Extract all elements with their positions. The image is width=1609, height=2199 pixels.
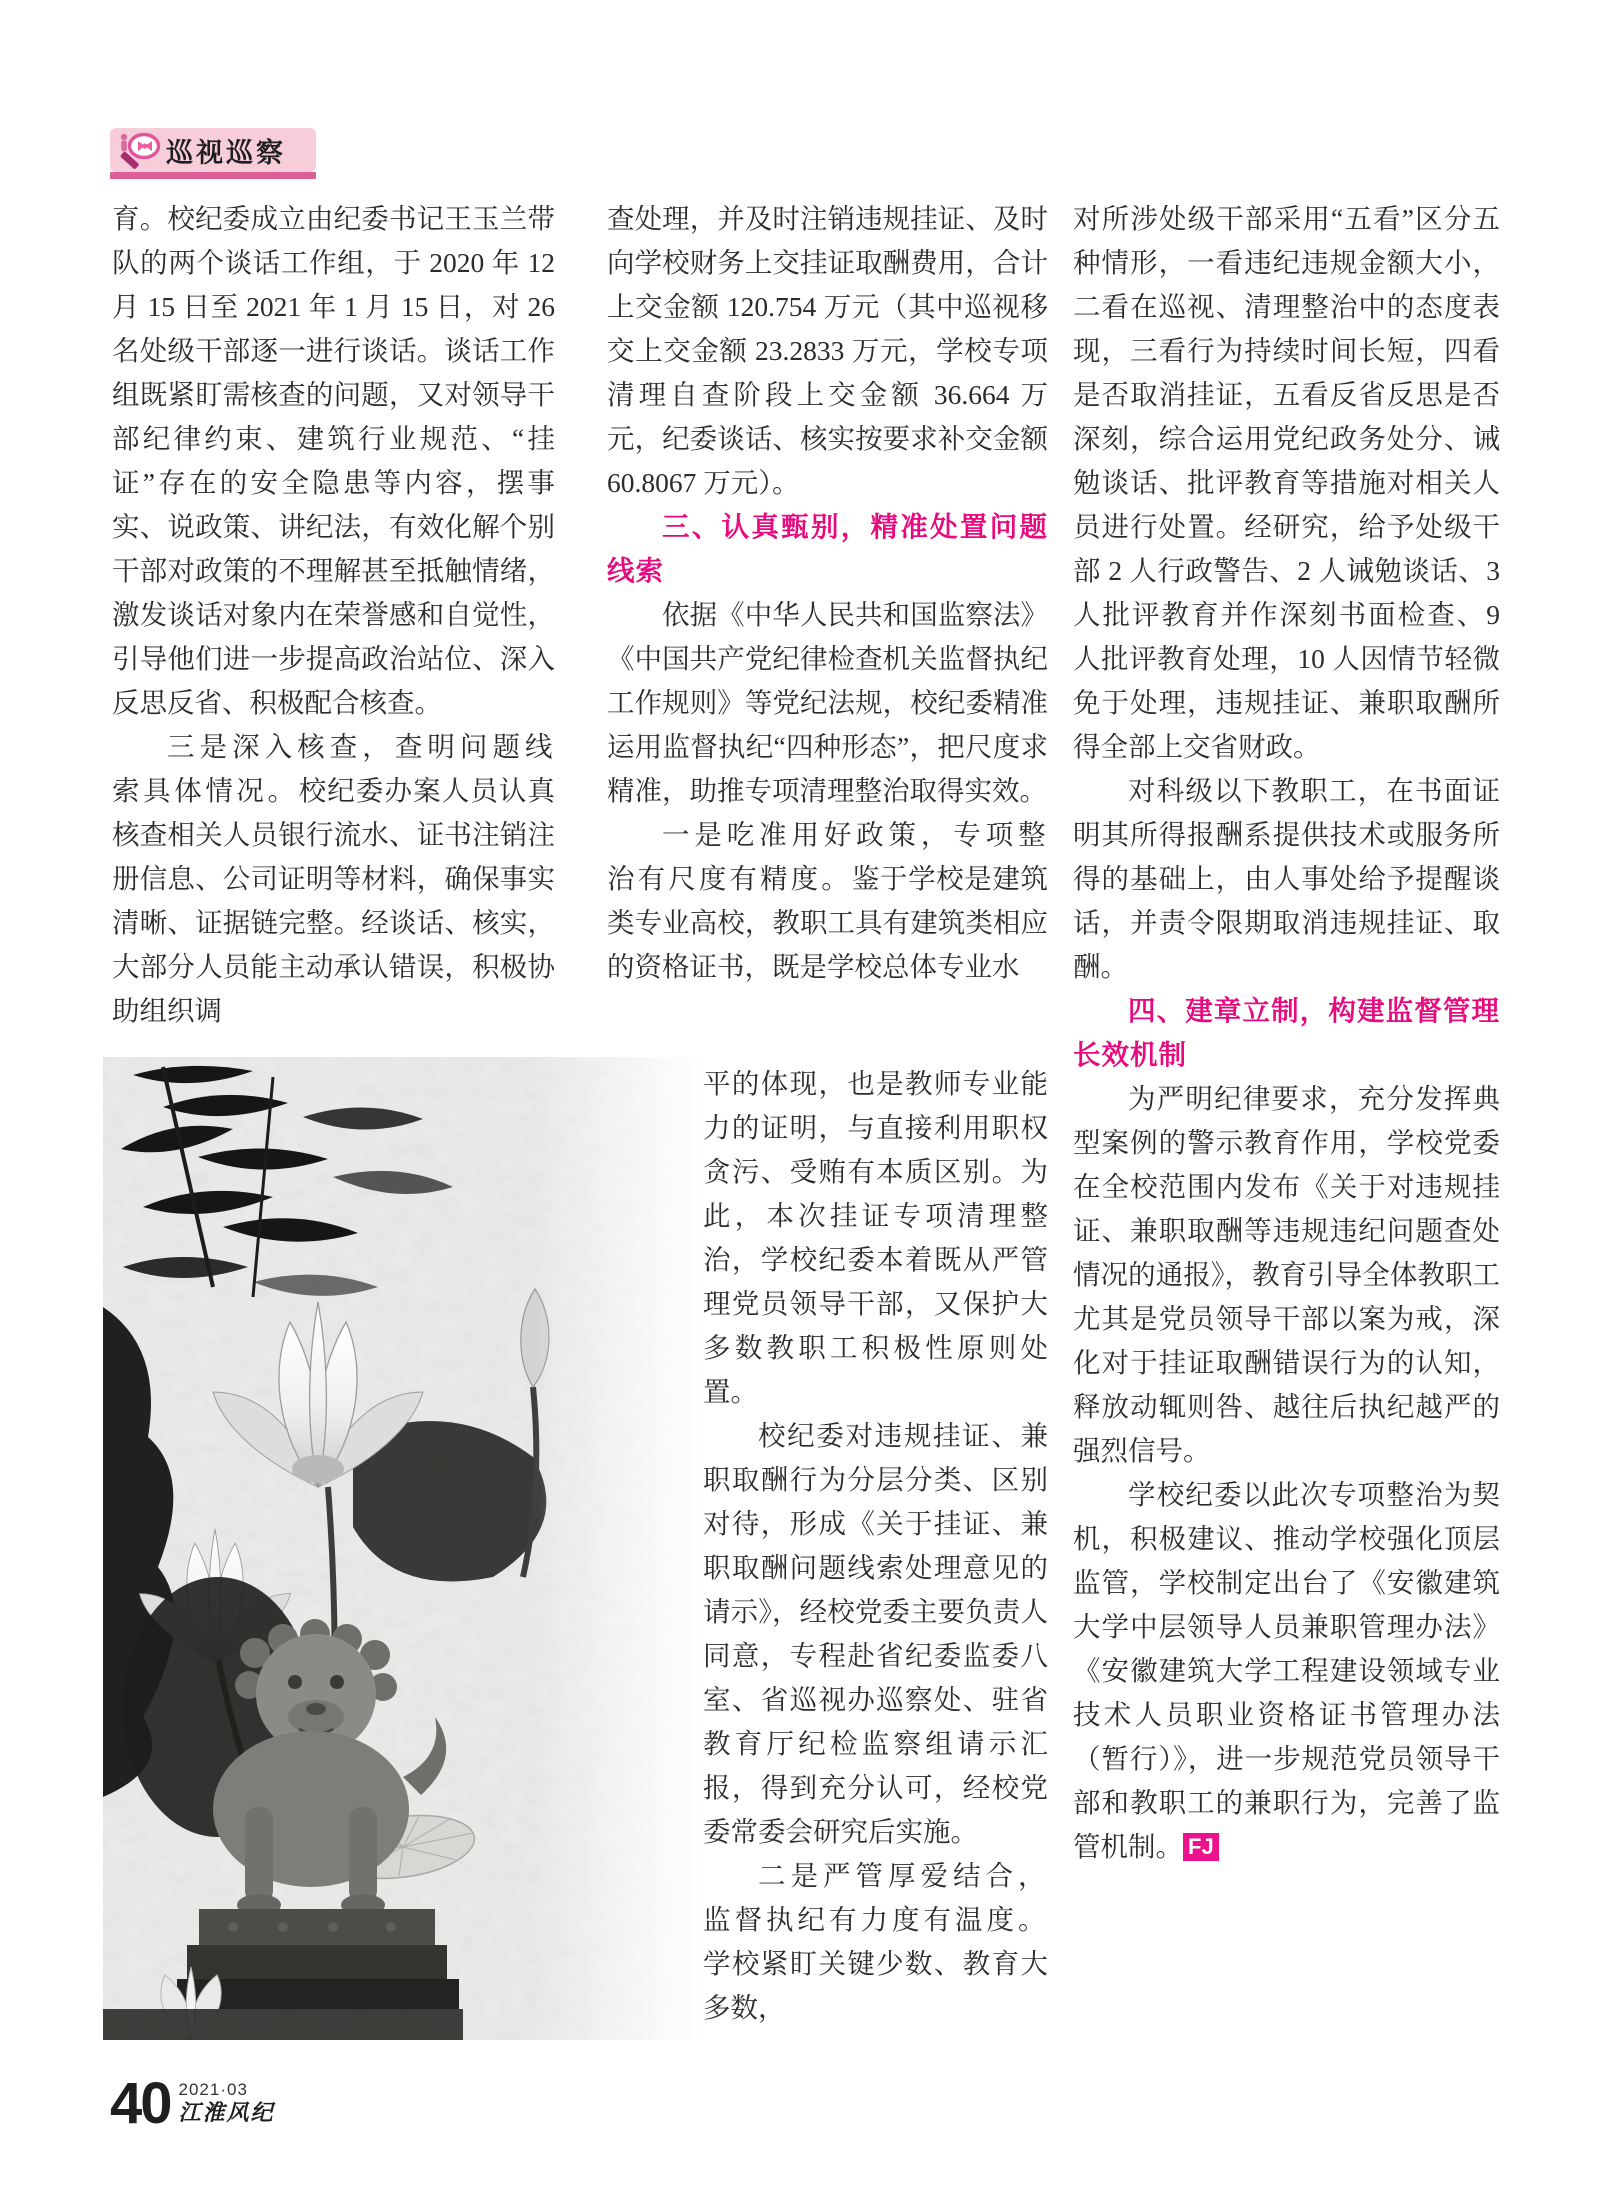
section-badge bbox=[110, 128, 316, 179]
paragraph bbox=[1073, 1473, 1500, 1869]
paragraph-text: 校纪委办案人员认真核查相关人员银行流水、证书注销注册信息、公司证明等材料，确保事实清晰、证据链完整。经谈话、核实，大部分人员能主动承认错误，积极协助组织调 bbox=[112, 775, 556, 1026]
section-badge-label: 巡视巡察 bbox=[166, 137, 286, 168]
paragraph: 校纪委对违规挂证、兼职取酬行为分层分类、区别对待，形成《关于挂证、兼职取酬问题线索处理意见的请示》，经校党委主要负责人同意，专程赴省纪委监委八室、省巡视办巡察处、驻省教育厅纪检监察组请示汇报，得到充分认可，经校党委常委会研究后实施。 bbox=[703, 1420, 1048, 1847]
column-1 bbox=[112, 197, 555, 1033]
lead-in: 三是深入核查，查明问题线索具体情况。 bbox=[112, 731, 555, 806]
column-2-lower bbox=[703, 1062, 1048, 2030]
article-photo-lotus-and-stone-lion bbox=[103, 1057, 703, 2040]
page-number: 40 bbox=[110, 2071, 171, 2136]
magnifier-icon bbox=[114, 127, 166, 179]
paragraph: 平的体现，也是教师专业能力的证明，与直接利用职权贪污、受贿有本质区别。为此，本次挂证专项清理整治，学校纪委本着既从严管理党员领导干部，又保护大多数教职工积极性原则处置。 bbox=[703, 1068, 1048, 1407]
paragraph: 依据《中华人民共和国监察法》《中国共产党纪律检查机关监督执纪工作规则》等党纪法规，校纪委精准运用监督执纪“四种形态”，把尺度求精准，助推专项清理整治取得实效。 bbox=[607, 599, 1048, 806]
end-mark: FJ bbox=[1183, 1833, 1219, 1861]
paragraph bbox=[112, 725, 555, 1033]
paragraph-text: 学校纪委以此次专项整治为契机，积极建议、推动学校强化顶层监管，学校制定出台了《安徽建筑大学中层领导人员兼职管理办法》《安徽建筑大学工程建设领域专业技术人员职业资格证书管理办法（暂行）》，进一步规范党员领导干部和教职工的兼职行为，完善了监管机制。 bbox=[1073, 1479, 1500, 1862]
paragraph: 对科级以下教职工，在书面证明其所得报酬系提供技术或服务所得的基础上，由人事处给予提醒谈话，并责令限期取消违规挂证、取酬。 bbox=[1073, 775, 1500, 982]
issue-label: 2021·03 bbox=[178, 2080, 248, 2099]
lead-in: 一是吃准用好政策，专项整治有尺度有精度。 bbox=[607, 819, 1048, 894]
lead-in: 二是严管厚爱结合，监督执纪有力度有温度。 bbox=[703, 1860, 1048, 1935]
paragraph-text: 学校紧盯关键少数、教育大多数， bbox=[703, 1948, 1048, 2023]
column-3 bbox=[1073, 197, 1500, 1869]
section-heading-4: 四、建章立制，构建监督管理长效机制 bbox=[1073, 995, 1500, 1070]
section-heading-3: 三、认真甄别，精准处置问题线索 bbox=[607, 511, 1048, 586]
column-2-upper bbox=[607, 197, 1048, 989]
footer-meta bbox=[179, 2078, 275, 2126]
paragraph: 对所涉处级干部采用“五看”区分五种情形，一看违纪违规金额大小，二看在巡视、清理整治中的态度表现，三看行为持续时间长短，四看是否取消挂证，五看反省反思是否深刻，综合运用党纪政务处分、诫勉谈话、批评教育等措施对相关人员进行处置。经研究，给予处级干部 2 人行政警告、2 人诫勉谈话、3 人批评教育并作深刻书面检查、9 人批评教育处理，10 人因情节轻微免于处理，违规挂证、兼职取酬所得全部上交省财政。 bbox=[1073, 203, 1500, 762]
journal-name: 江淮风纪 bbox=[178, 2100, 275, 2126]
paragraph: 查处理，并及时注销违规挂证、及时向学校财务上交挂证取酬费用，合计上交金额 120.754 万元（其中巡视移交上交金额 23.2833 万元，学校专项清理自查阶段上交金额 36.664 万元，纪委谈话、核实按要求补交金额 60.8067 万元）。 bbox=[607, 203, 1048, 498]
section-badge-box bbox=[110, 128, 316, 172]
paragraph: 为严明纪律要求，充分发挥典型案例的警示教育作用，学校党委在全校范围内发布《关于对违规挂证、兼职取酬等违规违纪问题查处情况的通报》，教育引导全体教职工尤其是党员领导干部以案为戒，深化对于挂证取酬错误行为的认知，释放动辄则咎、越往后执纪越严的强烈信号。 bbox=[1073, 1083, 1500, 1466]
footer bbox=[110, 2071, 275, 2136]
paragraph: 育。校纪委成立由纪委书记王玉兰带队的两个谈话工作组，于 2020 年 12 月 15 日至 2021 年 1 月 15 日，对 26 名处级干部逐一进行谈话。谈话工作组既紧盯需核查的问题，又对领导干部纪律约束、建筑行业规范、“挂证”存在的安全隐患等内容，摆事实、说政策、讲纪法，有效化解个别干部对政策的不理解甚至抵触情绪，激发谈话对象内在荣誉感和自觉性，引导他们进一步提高政治站位、深入反思反省、积极配合核查。 bbox=[112, 203, 555, 718]
paragraph bbox=[703, 1854, 1048, 2030]
paragraph bbox=[607, 813, 1048, 989]
paragraph-text: 鉴于学校是建筑类专业高校，教职工具有建筑类相应的资格证书，既是学校总体专业水 bbox=[607, 863, 1049, 982]
